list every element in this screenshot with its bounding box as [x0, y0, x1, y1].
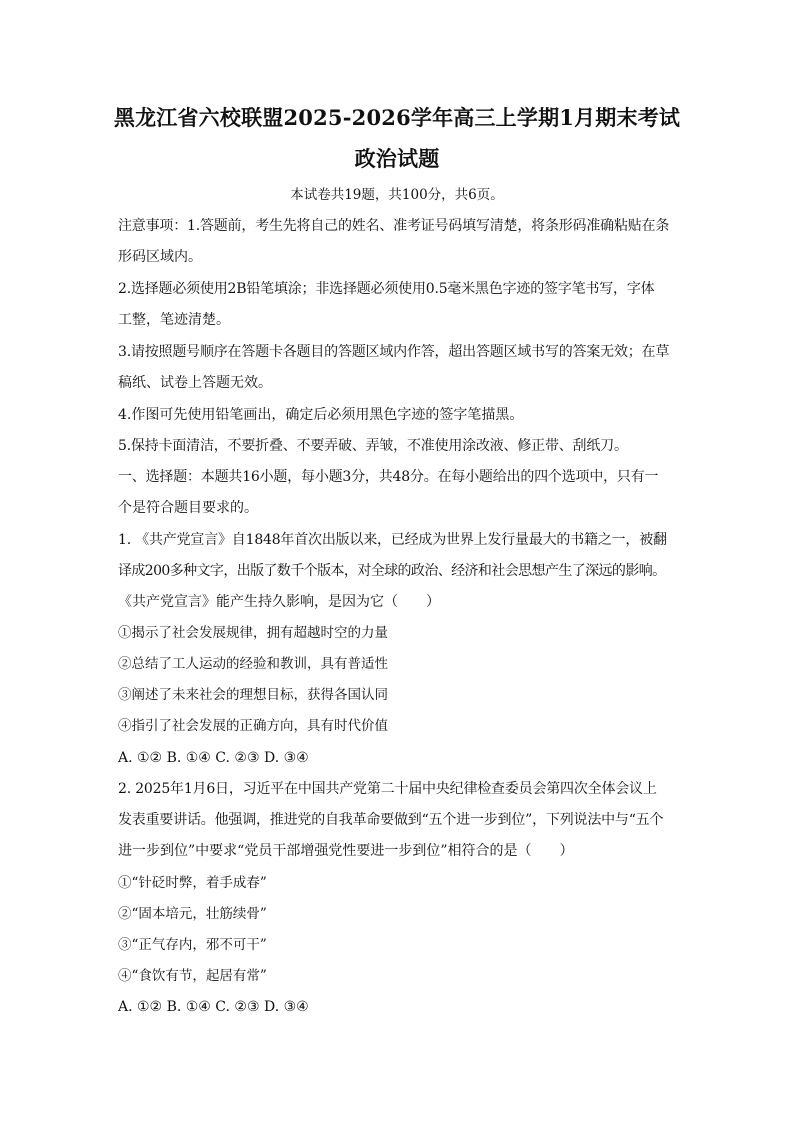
note-2-line-1: 2.选择题必须使用2B铅笔填涂；非选择题必须使用0.5毫米黑色字迹的签字笔书写，字体: [118, 281, 655, 297]
section-intro-line-2: 个是符合题目要求的。: [118, 500, 258, 516]
q2-stem-line-1: 2. 2025年1月6日，习近平在中国共产党第二十届中央纪律检查委员会第四次全体会议上: [118, 781, 657, 797]
section-intro-line-1: 一、选择题：本题共16小题，每小题3分，共48分。在每小题给出的四个选项中，只有一: [118, 469, 659, 485]
q1-option-4: ④指引了社会发展的正确方向，具有时代价值: [118, 718, 388, 734]
note-1-line-2: 形码区域内。: [118, 249, 202, 265]
q2-stem-line-2: 发表重要讲话。他强调，推进党的自我革命要做到“五个进一步到位”，下列说法中与“五个: [118, 812, 664, 828]
q2-option-4: ④“食饮有节，起居有常”: [118, 968, 267, 984]
q2-stem-line-3: 进一步到位”中要求“党员干部增强党性要进一步到位”相符合的是（ ）: [118, 843, 574, 859]
q1-answer-choices: A. ①② B. ①④ C. ②③ D. ③④: [118, 750, 309, 766]
q2-option-3: ③“正气存内，邪不可干”: [118, 937, 267, 953]
q1-option-2: ②总结了工人运动的经验和教训，具有普适性: [118, 656, 388, 672]
q2-option-1: ①“针砭时弊，着手成春”: [118, 875, 267, 891]
note-4: 4.作图可先使用铅笔画出，确定后必须用黑色字迹的签字笔描黑。: [118, 407, 524, 423]
note-5: 5.保持卡面清洁，不要折叠、不要弄破、弄皱，不准使用涂改液、修正带、刮纸刀。: [118, 438, 628, 454]
q1-stem-line-1: 1. 《共产党宣言》自1848年首次出版以来，已经成为世界上发行量最大的书籍之一，被翻: [118, 532, 667, 548]
q1-stem-line-3: 《共产党宣言》能产生持久影响，是因为它（ ）: [118, 594, 440, 610]
subject-title: 政治试题: [354, 146, 440, 171]
note-3-line-2: 稿纸、试卷上答题无效。: [118, 375, 272, 391]
exam-info: 本试卷共19题，共100分，共6页。: [290, 187, 504, 203]
note-2-line-2: 工整，笔迹清楚。: [118, 312, 230, 328]
q1-option-1: ①揭示了社会发展规律，拥有超越时空的力量: [118, 625, 388, 641]
note-1-line-1: 注意事项：1.答题前，考生先将自己的姓名、准考证号码填写清楚，将条形码准确粘贴在条: [118, 218, 670, 234]
q1-stem-line-2: 译成200多种文字，出版了数千个版本，对全球的政治、经济和社会思想产生了深远的影响。: [118, 563, 666, 579]
q2-answer-choices: A. ①② B. ①④ C. ②③ D. ③④: [118, 999, 309, 1015]
note-3-line-1: 3.请按照题号顺序在答题卡各题目的答题区域内作答，超出答题区域书写的答案无效；在草: [118, 344, 670, 360]
q2-option-2: ②“固本培元，壮筋续骨”: [118, 906, 267, 922]
exam-title: 黑龙江省六校联盟2025-2026学年高三上学期1月期末考试: [113, 105, 681, 130]
q1-option-3: ③阐述了未来社会的理想目标，获得各国认同: [118, 687, 388, 703]
